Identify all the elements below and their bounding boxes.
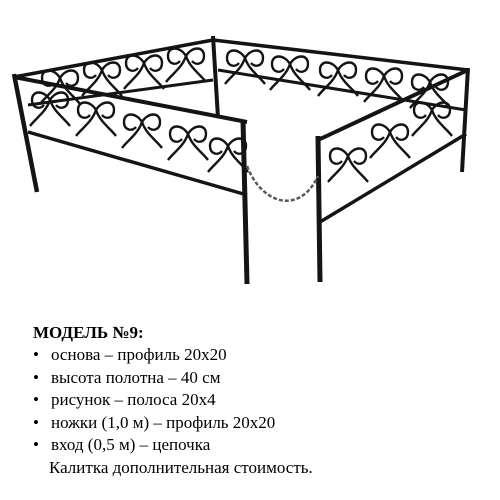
bullet-icon: • (33, 435, 39, 454)
model-title: МОДЕЛЬ №9: (33, 323, 144, 342)
spec-item-legs (33, 412, 493, 435)
specification-list (33, 344, 493, 457)
bullet-icon: • (33, 345, 39, 364)
spec-item-base (33, 344, 493, 367)
bullet-icon: • (33, 390, 39, 409)
fence-front-left-panel (14, 74, 248, 284)
spec-item-text: высота полотна – 40 см (51, 367, 221, 387)
spec-item-pattern (33, 389, 493, 412)
spec-item-text: ножки (1,0 м) – профиль 20х20 (51, 412, 276, 432)
spec-item-text: рисунок – полоса 20х4 (51, 390, 216, 409)
spec-item-height (33, 367, 493, 390)
specification-block (33, 322, 493, 479)
spec-item-text: вход (0,5 м) – цепочка (51, 435, 211, 454)
bullet-icon: • (33, 367, 39, 387)
fence-front-right-panel (318, 70, 468, 282)
spec-item-text: основа – профиль 20х20 (51, 345, 227, 364)
fence-chain (247, 166, 318, 201)
gate-price-note: Калитка дополнительная стоимость. (49, 457, 313, 477)
spec-item-entrance (33, 434, 493, 457)
fence-back-right-panel (213, 36, 468, 172)
bullet-icon: • (33, 412, 39, 432)
